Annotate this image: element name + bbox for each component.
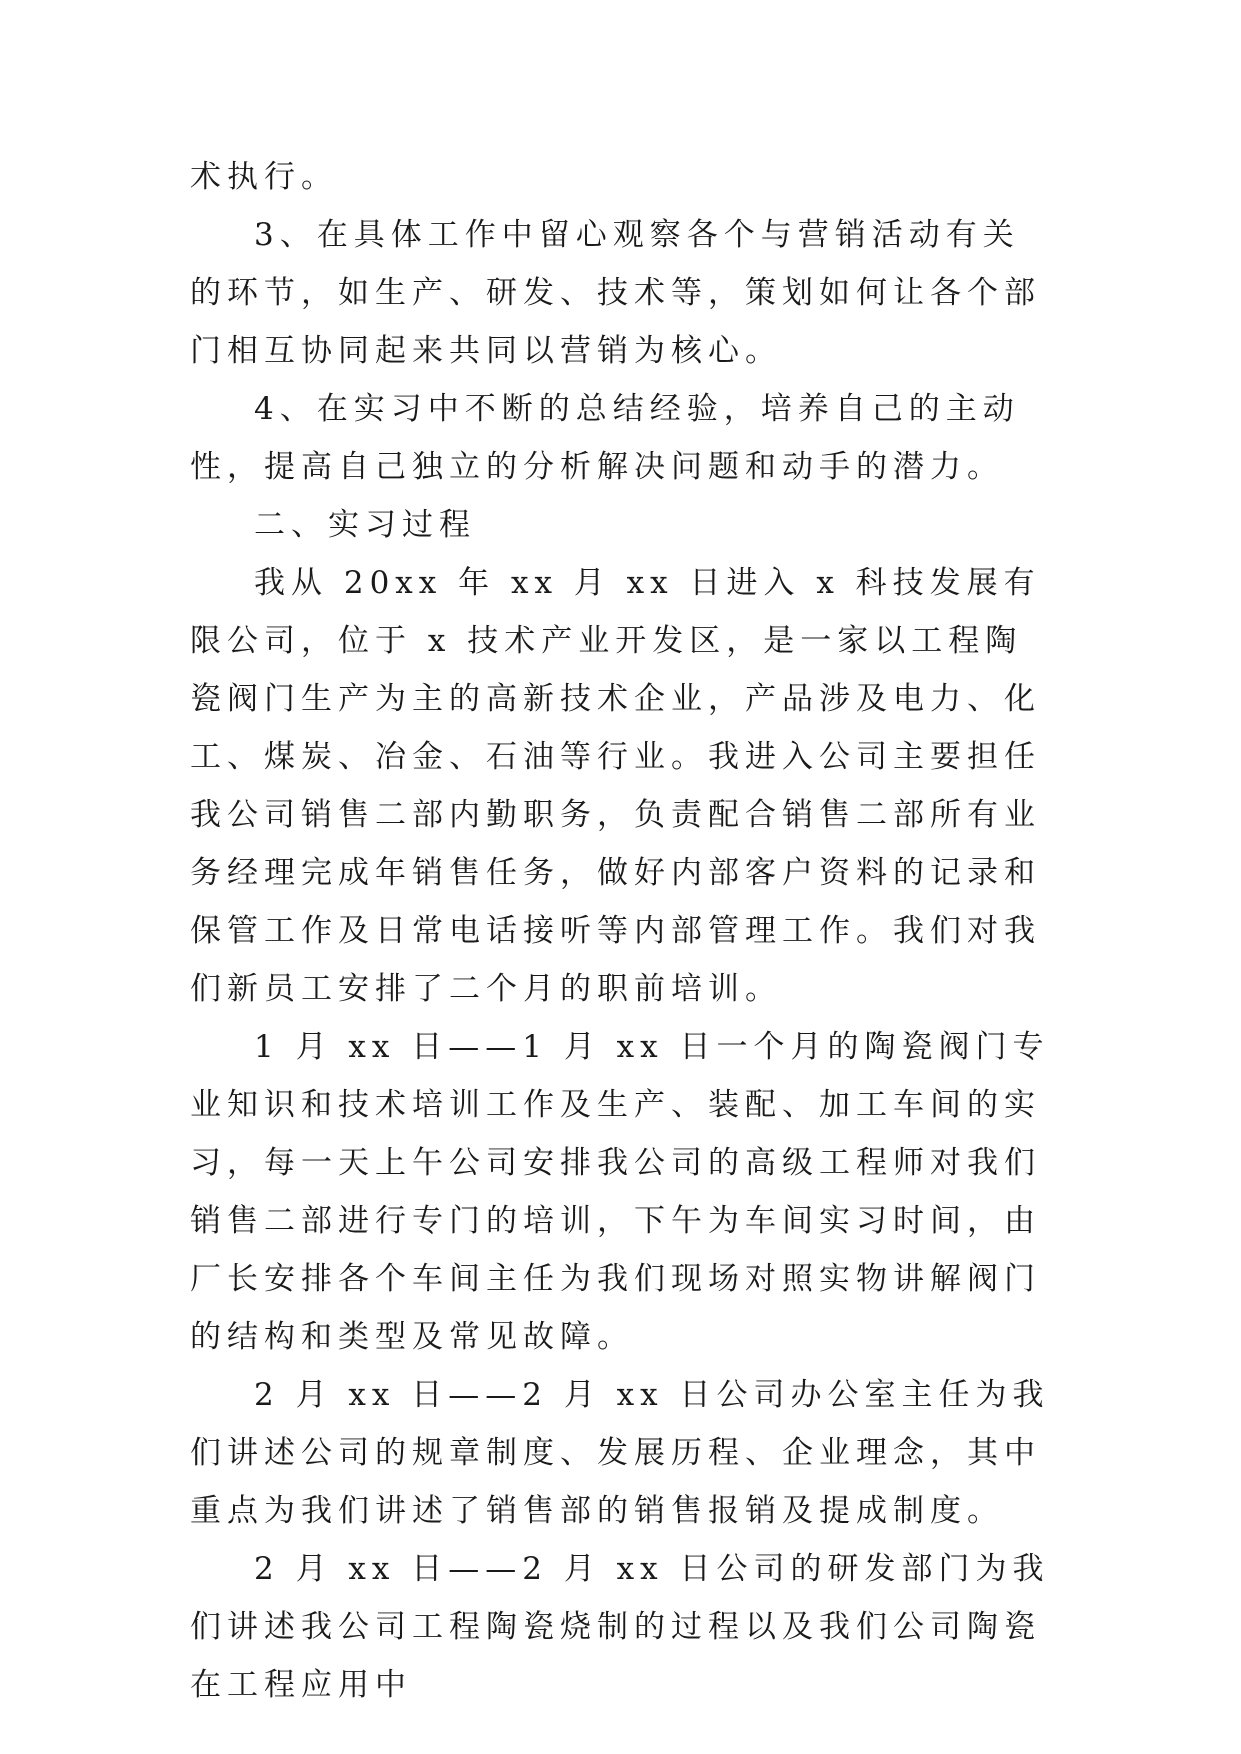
paragraph-6: 1 月 xx 日——1 月 xx 日一个月的陶瓷阀门专业知识和技术培训工作及生产、装配、加工车间的实习，每一天上午公司安排我公司的高级工程师对我们销售二部进行专门的培训，下午为车间实习时间，由厂长安排各个车间主任为我们现场对照实物讲解阀门的结构和类型及常见故障。 — [190, 1029, 1050, 1355]
paragraph-2: 3、在具体工作中留心观察各个与营销活动有关的环节，如生产、研发、技术等，策划如何让各个部门相互协同起来共同以营销为核心。 — [190, 217, 1041, 369]
paragraph-8: 2 月 xx 日——2 月 xx 日公司的研发部门为我们讲述我公司工程陶瓷烧制的过程以及我们公司陶瓷在工程应用中 — [190, 1551, 1050, 1703]
document-body — [190, 148, 1052, 1714]
paragraph-5: 我从 20xx 年 xx 月 xx 日进入 x 科技发展有限公司，位于 x 技术产业开发区，是一家以工程陶瓷阀门生产为主的高新技术企业，产品涉及电力、化工、煤炭、冶金、石油等行业。我进入公司主要担任我公司销售二部内勤职务，负责配合销售二部所有业务经理完成年销售任务，做好内部客户资料的记录和保管工作及日常电话接听等内部管理工作。我们对我们新员工安排了二个月的职前培训。 — [190, 565, 1041, 1007]
paragraph-3: 4、在实习中不断的总结经验，培养自己的主动性，提高自己独立的分析解决问题和动手的潜力。 — [190, 391, 1020, 485]
paragraph-7: 2 月 xx 日——2 月 xx 日公司办公室主任为我们讲述公司的规章制度、发展历程、企业理念，其中重点为我们讲述了销售部的销售报销及提成制度。 — [190, 1377, 1050, 1529]
section-heading: 二、实习过程 — [254, 507, 476, 543]
paragraph-1: 术执行。 — [190, 159, 338, 195]
